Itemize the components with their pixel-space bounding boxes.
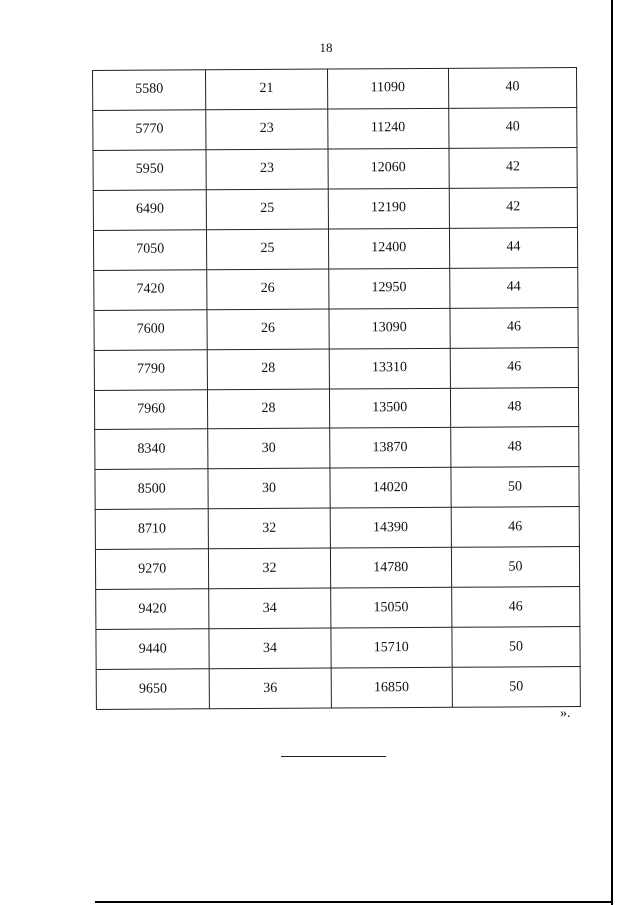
table-cell: 13090 bbox=[328, 308, 450, 349]
table-cell: 12060 bbox=[328, 148, 450, 189]
table-row bbox=[96, 587, 580, 630]
table-row bbox=[96, 667, 580, 710]
table-cell: 50 bbox=[451, 467, 579, 508]
table-cell: 7790 bbox=[94, 349, 208, 390]
table-cell: 12190 bbox=[328, 188, 450, 229]
table-cell: 14780 bbox=[330, 548, 452, 589]
table-row bbox=[94, 307, 578, 350]
table-cell: 28 bbox=[208, 389, 329, 430]
table-cell: 8500 bbox=[95, 469, 209, 510]
table-row bbox=[93, 107, 577, 150]
table-cell: 5950 bbox=[93, 150, 207, 191]
table-cell: 5580 bbox=[93, 70, 207, 111]
table-cell: 7600 bbox=[94, 309, 208, 350]
table-cell: 30 bbox=[208, 428, 329, 469]
table-cell: 44 bbox=[449, 227, 577, 268]
table-row bbox=[95, 507, 579, 550]
table-row bbox=[94, 387, 578, 430]
table-cell: 9650 bbox=[96, 669, 210, 710]
table-cell: 23 bbox=[206, 149, 327, 190]
table-row bbox=[95, 427, 579, 470]
table-cell: 34 bbox=[209, 588, 330, 629]
table-cell: 42 bbox=[449, 147, 577, 188]
table-row bbox=[93, 68, 577, 111]
table-cell: 32 bbox=[209, 508, 330, 549]
table-cell: 23 bbox=[206, 109, 327, 150]
table-row bbox=[95, 547, 579, 590]
table-cell: 25 bbox=[207, 189, 328, 230]
table-cell: 14020 bbox=[329, 468, 451, 509]
closing-quote: ». bbox=[560, 706, 571, 721]
table-cell: 13310 bbox=[329, 348, 451, 389]
table-cell: 34 bbox=[209, 628, 330, 669]
table-cell: 6490 bbox=[93, 190, 207, 231]
table-cell: 26 bbox=[207, 309, 328, 350]
table-cell: 30 bbox=[208, 468, 329, 509]
table-cell: 14390 bbox=[330, 508, 452, 549]
table-cell: 13870 bbox=[329, 428, 451, 469]
table-cell: 9270 bbox=[95, 549, 209, 590]
table-row bbox=[95, 467, 579, 510]
table-cell: 46 bbox=[452, 587, 580, 628]
table-row bbox=[96, 627, 580, 670]
table-cell: 50 bbox=[452, 667, 580, 708]
data-table bbox=[92, 67, 581, 710]
table-body bbox=[93, 68, 581, 710]
table-row bbox=[93, 227, 577, 270]
table-cell: 11240 bbox=[327, 108, 449, 149]
table-cell: 50 bbox=[451, 547, 579, 588]
table-cell: 5770 bbox=[93, 110, 207, 151]
table-cell: 42 bbox=[449, 187, 577, 228]
table-cell: 21 bbox=[206, 69, 327, 110]
end-divider-line bbox=[281, 756, 386, 757]
table-cell: 15050 bbox=[330, 588, 452, 629]
table-row bbox=[93, 147, 577, 190]
table-cell: 11090 bbox=[327, 68, 449, 109]
table-cell: 8340 bbox=[95, 429, 209, 470]
table-row bbox=[93, 187, 577, 230]
table-cell: 40 bbox=[449, 107, 577, 148]
table-row bbox=[94, 347, 578, 390]
table-cell: 16850 bbox=[331, 667, 453, 708]
table-cell: 9440 bbox=[96, 629, 210, 670]
page-border-right bbox=[611, 0, 613, 905]
table-cell: 7960 bbox=[94, 389, 208, 430]
table-cell: 7050 bbox=[93, 230, 207, 271]
table-cell: 12950 bbox=[328, 268, 450, 309]
page-number: 18 bbox=[319, 40, 333, 55]
table-cell: 46 bbox=[451, 507, 579, 548]
table-cell: 36 bbox=[210, 668, 331, 709]
table-cell: 26 bbox=[207, 269, 328, 310]
table-cell: 9420 bbox=[96, 589, 210, 630]
table-cell: 13500 bbox=[329, 388, 451, 429]
table-row bbox=[94, 267, 578, 310]
table-cell: 8710 bbox=[95, 509, 209, 550]
table-cell: 25 bbox=[207, 229, 328, 270]
table-cell: 50 bbox=[452, 627, 580, 668]
table-cell: 32 bbox=[209, 548, 330, 589]
table-cell: 12400 bbox=[328, 228, 450, 269]
table-cell: 44 bbox=[450, 267, 578, 308]
table-cell: 15710 bbox=[330, 627, 452, 668]
table-cell: 46 bbox=[450, 307, 578, 348]
table-cell: 48 bbox=[450, 387, 578, 428]
table-cell: 7420 bbox=[94, 269, 208, 310]
table-cell: 40 bbox=[448, 68, 576, 109]
table-cell: 28 bbox=[208, 349, 329, 390]
page-border-bottom bbox=[95, 901, 613, 903]
table-cell: 48 bbox=[451, 427, 579, 468]
table-cell: 46 bbox=[450, 347, 578, 388]
